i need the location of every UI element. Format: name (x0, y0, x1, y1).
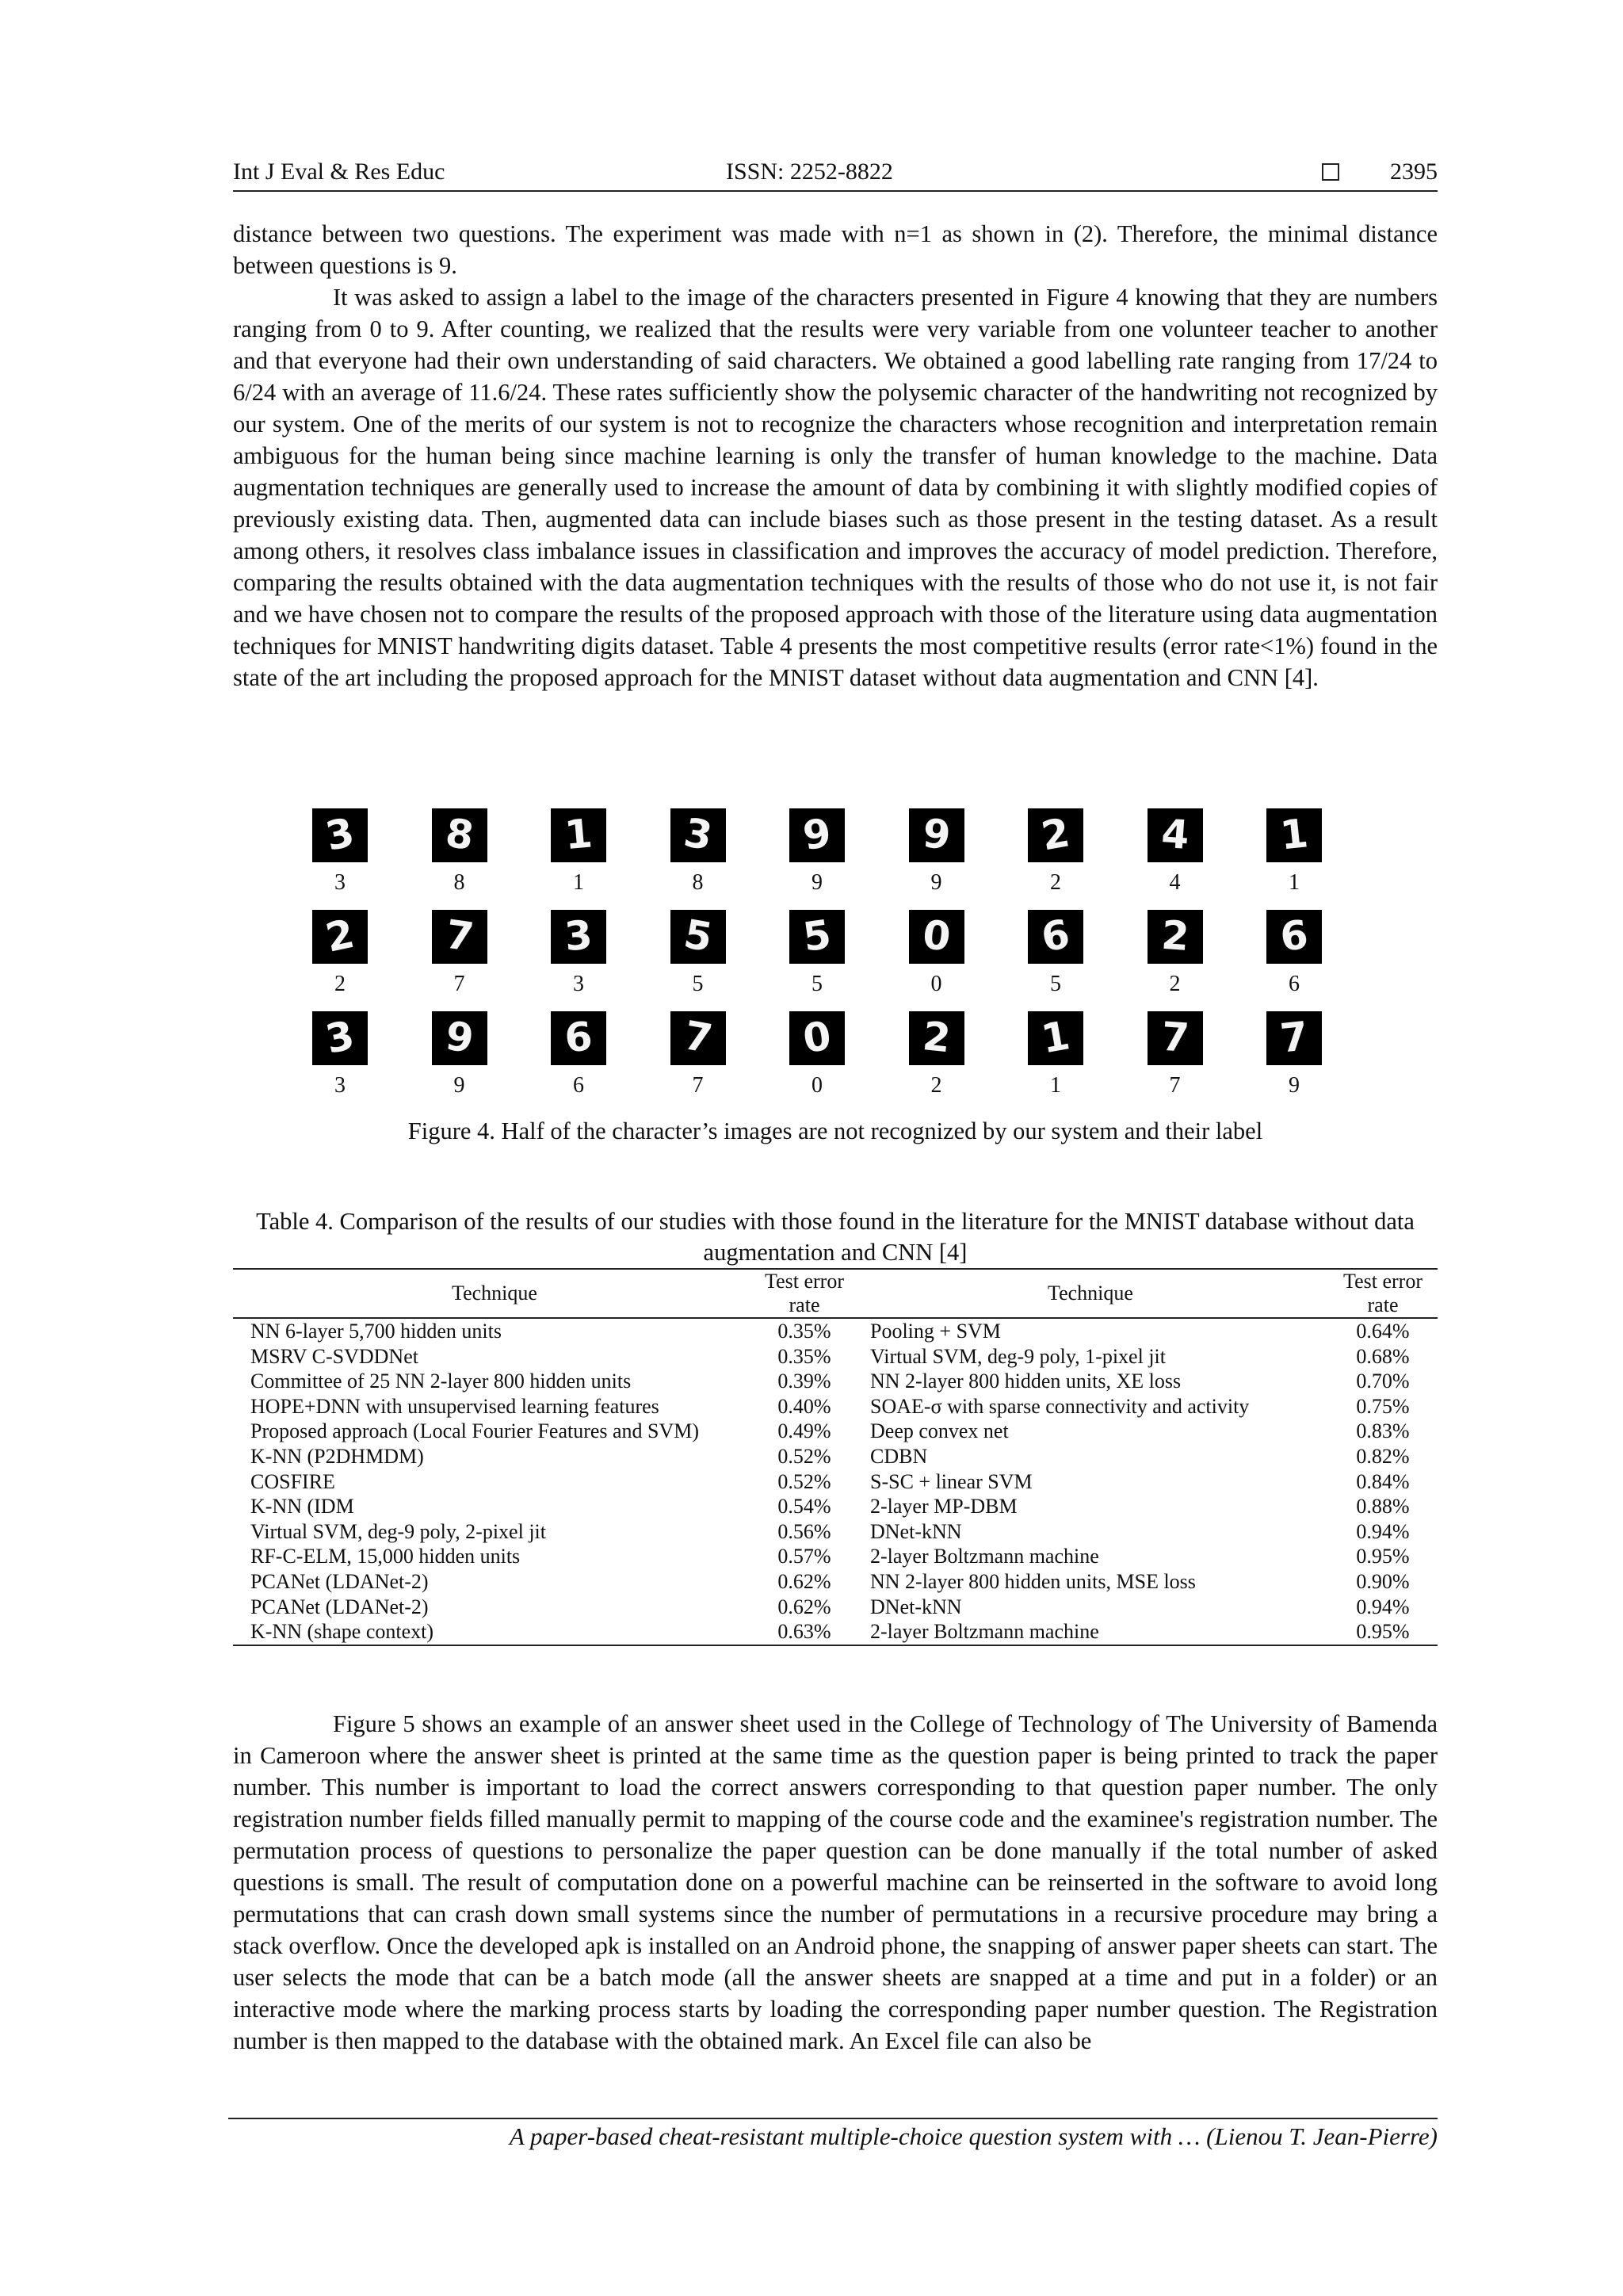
digit-glyph: 6 (563, 1013, 594, 1062)
page-number: 2395 (1390, 159, 1438, 185)
digit-label: 1 (1050, 1073, 1061, 1098)
footer-rule (228, 2118, 1438, 2119)
figure-4-digit-grid (312, 808, 1327, 1113)
digit-label: 5 (812, 972, 823, 996)
digit-glyph: 0 (800, 1012, 834, 1062)
technique-cell: CDBN (870, 1444, 928, 1468)
technique-cell: HOPE+DNN with unsupervised learning features (250, 1394, 659, 1418)
technique-cell: Virtual SVM, deg-9 poly, 1-pixel jit (870, 1344, 1166, 1368)
table-4-caption: Table 4. Comparison of the results of our studies with those found in the literature for the MNIST database without data augmentation and CNN [4] (256, 1208, 1415, 1266)
digit-image (1028, 1011, 1083, 1065)
error-rate-cell: 0.62% (777, 1569, 831, 1593)
error-rate-cell: 0.35% (777, 1344, 831, 1368)
digit-glyph: 0 (920, 911, 953, 961)
digit-image (432, 910, 487, 964)
digit-image (789, 910, 845, 964)
square-box-icon (1322, 163, 1339, 181)
digit-label: 7 (692, 1073, 704, 1098)
error-rate-cell: 0.83% (1356, 1419, 1410, 1443)
technique-cell: Virtual SVM, deg-9 poly, 2-pixel jit (250, 1519, 546, 1543)
technique-cell: MSRV C-SVDDNet (250, 1344, 418, 1368)
error-rate-cell: 0.68% (1356, 1344, 1410, 1368)
digit-glyph: 7 (1159, 1013, 1190, 1061)
error-rate-cell: 0.40% (777, 1394, 831, 1418)
digit-glyph: 2 (321, 910, 359, 961)
digit-label: 3 (334, 1073, 346, 1098)
technique-cell: DNet-kNN (870, 1519, 962, 1543)
digit-cell (432, 808, 487, 896)
digit-cell (1028, 1011, 1083, 1098)
error-rate-cell: 0.63% (756, 1619, 853, 1645)
header-technique-left: Technique (233, 1269, 756, 1318)
table-row (233, 1544, 1438, 1569)
digit-cell (789, 910, 845, 997)
error-rate-cell: 0.57% (777, 1545, 831, 1568)
digit-label: 9 (812, 870, 823, 895)
table-row (233, 1569, 1438, 1595)
digit-cell (1028, 808, 1083, 896)
digit-image (1148, 1011, 1203, 1065)
running-footer: A paper-based cheat-resistant multiple-choice question system with … (Lienou T. Jean-Pierre) (509, 2122, 1438, 2150)
digit-image (432, 808, 487, 862)
digit-image (670, 910, 726, 964)
digit-label: 9 (1289, 1073, 1300, 1098)
technique-cell: 2-layer Boltzmann machine (870, 1545, 1099, 1568)
figure-row (312, 1011, 1327, 1113)
technique-cell: 2-layer Boltzmann machine (853, 1619, 1328, 1645)
digit-label: 3 (573, 972, 584, 996)
digit-image (909, 1011, 964, 1065)
digit-glyph: 2 (920, 1013, 953, 1062)
error-rate-cell: 0.94% (1356, 1519, 1410, 1543)
journal-name: Int J Eval & Res Educ (233, 159, 445, 185)
error-rate-cell: 0.75% (1356, 1394, 1410, 1418)
digit-cell (312, 808, 368, 896)
digit-label: 2 (334, 972, 346, 996)
digit-cell (551, 1011, 606, 1098)
digit-label: 0 (930, 972, 942, 996)
technique-cell: K-NN (shape context) (233, 1619, 756, 1645)
digit-image (1028, 808, 1083, 862)
digit-image (432, 1011, 487, 1065)
digit-cell (1148, 808, 1203, 896)
technique-cell: PCANet (LDANet-2) (250, 1595, 429, 1618)
figure-row (312, 910, 1327, 1011)
digit-cell (1266, 808, 1322, 896)
table-row (233, 1318, 1438, 1344)
error-rate-cell: 0.54% (777, 1495, 831, 1519)
header-rate-right: Test error rate (1328, 1269, 1438, 1318)
digit-image (1266, 910, 1322, 964)
technique-cell: DNet-kNN (870, 1595, 962, 1618)
digit-label: 9 (930, 870, 942, 895)
digit-cell (909, 1011, 964, 1098)
error-rate-cell: 0.95% (1328, 1619, 1438, 1645)
technique-cell: K-NN (P2DHMDM) (250, 1444, 424, 1468)
digit-glyph: 5 (680, 911, 716, 961)
digit-label: 1 (573, 870, 584, 895)
technique-cell: K-NN (IDM (250, 1495, 354, 1519)
digit-glyph: 5 (800, 911, 834, 961)
digit-image (670, 1011, 726, 1065)
error-rate-cell: 0.88% (1356, 1495, 1410, 1519)
digit-label: 8 (453, 870, 465, 895)
digit-label: 7 (453, 972, 465, 996)
technique-cell: 2-layer MP-DBM (870, 1495, 1018, 1519)
digit-cell (1266, 1011, 1322, 1098)
digit-image (312, 1011, 368, 1065)
running-header (233, 155, 1438, 192)
error-rate-cell: 0.90% (1356, 1569, 1410, 1593)
technique-cell: Proposed approach (Local Fourier Features and SVM) (250, 1419, 700, 1443)
digit-cell (312, 910, 368, 997)
table-row (233, 1369, 1438, 1394)
digit-label: 9 (453, 1073, 465, 1098)
error-rate-cell: 0.94% (1356, 1595, 1410, 1618)
digit-glyph: 6 (1037, 911, 1074, 961)
digit-image (789, 1011, 845, 1065)
digit-cell (909, 910, 964, 997)
technique-cell: COSFIRE (250, 1469, 335, 1493)
table-row (233, 1419, 1438, 1444)
table-row (233, 1494, 1438, 1519)
digit-cell (312, 1011, 368, 1098)
technique-cell: S-SC + linear SVM (870, 1469, 1033, 1493)
digit-cell (1148, 910, 1203, 997)
digit-label: 6 (1289, 972, 1300, 996)
digit-glyph: 2 (1037, 809, 1074, 860)
error-rate-cell: 0.64% (1356, 1320, 1410, 1343)
technique-cell: NN 6-layer 5,700 hidden units (250, 1320, 502, 1343)
digit-cell (551, 910, 606, 997)
digit-label: 6 (573, 1073, 584, 1098)
technique-cell: RF-C-ELM, 15,000 hidden units (250, 1545, 521, 1568)
table-row (233, 1344, 1438, 1370)
digit-cell (432, 1011, 487, 1098)
technique-cell: NN 2-layer 800 hidden units, XE loss (870, 1370, 1182, 1393)
technique-cell: NN 2-layer 800 hidden units, MSE loss (870, 1569, 1196, 1593)
digit-glyph: 9 (800, 809, 834, 859)
technique-cell: SOAE-σ with sparse connectivity and activity (870, 1394, 1250, 1418)
digit-cell (551, 808, 606, 896)
table-row (233, 1469, 1438, 1495)
table-row (233, 1444, 1438, 1469)
digit-image (551, 1011, 606, 1065)
digit-image (909, 808, 964, 862)
digit-glyph: 3 (680, 809, 716, 860)
technique-cell: Committee of 25 NN 2-layer 800 hidden units (250, 1370, 632, 1393)
digit-cell (789, 1011, 845, 1098)
figure-4-caption: Figure 4. Half of the character’s images are not recognized by our system and their label (407, 1117, 1263, 1144)
technique-cell: PCANet (LDANet-2) (250, 1569, 429, 1593)
header-technique-right: Technique (853, 1269, 1328, 1318)
error-rate-cell: 0.62% (777, 1595, 831, 1618)
digit-image (312, 808, 368, 862)
digit-image (1148, 910, 1203, 964)
digit-label: 2 (1050, 870, 1061, 895)
digit-glyph: 1 (1037, 1012, 1074, 1063)
digit-glyph: 7 (1277, 1013, 1311, 1062)
digit-cell (1148, 1011, 1203, 1098)
table-row (233, 1519, 1438, 1545)
digit-label: 2 (1169, 972, 1181, 996)
technique-cell: Pooling + SVM (870, 1320, 1001, 1343)
paragraph-2: It was asked to assign a label to the image of the characters presented in Figure 4 knowing that they are numbers ranging from 0 to 9. After counting, we realized that the results were very variable from one volunteer teacher to another and that everyone had their own understanding of said characters. We obtained a good labelling rate ranging from 17/24 to 6/24 with an average of 11.6/24. These rates sufficiently show the polysemic character of the handwriting not recognized by our system. One of the merits of our system is not to recognize the characters whose recognition and interpretation remain ambiguous for the human being since machine learning is only the transfer of human knowledge to the machine. Data augmentation techniques are generally used to increase the amount of data by combining it with slightly modified copies of previously existing data. Then, augmented data can include biases such as those present in the testing dataset. As a result among others, it resolves class imbalance issues in classification and improves the accuracy of model prediction. Therefore, comparing the results obtained with the data augmentation techniques with the results of those who do not use it, is not fair and we have chosen not to compare the results of the proposed approach with those of the literature using data augmentation techniques for MNIST handwriting digits dataset. Table 4 presents the most competitive results (error rate<1%) found in the state of the art including the proposed approach for the MNIST dataset without data augmentation and CNN [4]. (233, 284, 1438, 691)
digit-image (1266, 808, 1322, 862)
digit-glyph: 9 (920, 810, 953, 859)
digit-image (312, 910, 368, 964)
table-header-row (233, 1269, 1438, 1318)
table-row (233, 1394, 1438, 1419)
figure-row (312, 808, 1327, 910)
digit-cell (789, 808, 845, 896)
digit-glyph: 6 (1277, 911, 1311, 961)
digit-glyph: 7 (680, 1012, 716, 1063)
digit-image (909, 910, 964, 964)
digit-image (551, 808, 606, 862)
digit-glyph: 1 (563, 810, 594, 859)
digit-image (1028, 910, 1083, 964)
digit-glyph: 3 (321, 1011, 359, 1063)
paragraph-1: distance between two questions. The experiment was made with n=1 as shown in (2). Therefore, the minimal distance between questions is 9. (233, 220, 1438, 279)
digit-cell (1028, 910, 1083, 997)
digit-glyph: 1 (1277, 810, 1311, 859)
digit-image (670, 808, 726, 862)
digit-glyph: 8 (442, 809, 476, 859)
issn: ISSN: 2252-8822 (726, 159, 893, 185)
digit-cell (432, 910, 487, 997)
error-rate-cell: 0.95% (1356, 1545, 1410, 1568)
digit-glyph: 3 (321, 808, 359, 860)
digit-label: 1 (1289, 870, 1300, 895)
error-rate-cell: 0.56% (777, 1519, 831, 1543)
digit-cell (670, 808, 726, 896)
digit-label: 3 (334, 870, 346, 895)
digit-glyph: 2 (1159, 911, 1190, 960)
error-rate-cell: 0.39% (777, 1370, 831, 1393)
table-4 (233, 1268, 1438, 1646)
table-row (233, 1595, 1438, 1620)
technique-cell: Deep convex net (870, 1419, 1009, 1443)
paragraph-3: Figure 5 shows an example of an answer sheet used in the College of Technology of The University of Bamenda in Cameroon where the answer sheet is printed at the same time as the question paper is being printed to track the paper number. This number is important to load the correct answers corresponding to that question paper number. The only registration number fields filled manually permit to mapping of the course code and the examinee's registration number. The permutation process of questions to personalize the paper question can be done manually if the total number of asked questions is small. The result of computation done on a powerful machine can be reinserted in the software to avoid long permutations that can crash down small systems since the number of permutations in a recursive procedure may bring a stack overflow. Once the developed apk is installed on an Android phone, the snapping of answer paper sheets can start. The user selects the mode that can be a batch mode (all the answer sheets are snapped at a time and put in a folder) or an interactive mode where the marking process starts by loading the corresponding paper number question. The Registration number is then mapped to the database with the obtained mark. An Excel file can also be (233, 1710, 1438, 2054)
digit-glyph: 4 (1159, 810, 1190, 858)
digit-label: 5 (692, 972, 704, 996)
digit-label: 4 (1169, 870, 1181, 895)
digit-cell (670, 910, 726, 997)
error-rate-cell: 0.84% (1356, 1469, 1410, 1493)
digit-label: 2 (930, 1073, 942, 1098)
header-rate-left: Test error rate (756, 1269, 853, 1318)
digit-cell (909, 808, 964, 896)
error-rate-cell: 0.49% (777, 1419, 831, 1443)
digit-glyph: 9 (442, 1012, 476, 1062)
digit-glyph: 3 (563, 911, 594, 961)
digit-label: 5 (1050, 972, 1061, 996)
digit-glyph: 7 (442, 911, 476, 961)
error-rate-cell: 0.52% (777, 1444, 831, 1468)
digit-cell (1266, 910, 1322, 997)
error-rate-cell: 0.82% (1356, 1444, 1410, 1468)
table-row (233, 1619, 1438, 1645)
error-rate-cell: 0.35% (777, 1320, 831, 1343)
error-rate-cell: 0.70% (1356, 1370, 1410, 1393)
digit-label: 0 (812, 1073, 823, 1098)
error-rate-cell: 0.52% (777, 1469, 831, 1493)
digit-image (1266, 1011, 1322, 1065)
digit-cell (670, 1011, 726, 1098)
digit-image (1148, 808, 1203, 862)
digit-label: 8 (692, 870, 704, 895)
digit-image (551, 910, 606, 964)
digit-label: 7 (1169, 1073, 1181, 1098)
digit-image (789, 808, 845, 862)
